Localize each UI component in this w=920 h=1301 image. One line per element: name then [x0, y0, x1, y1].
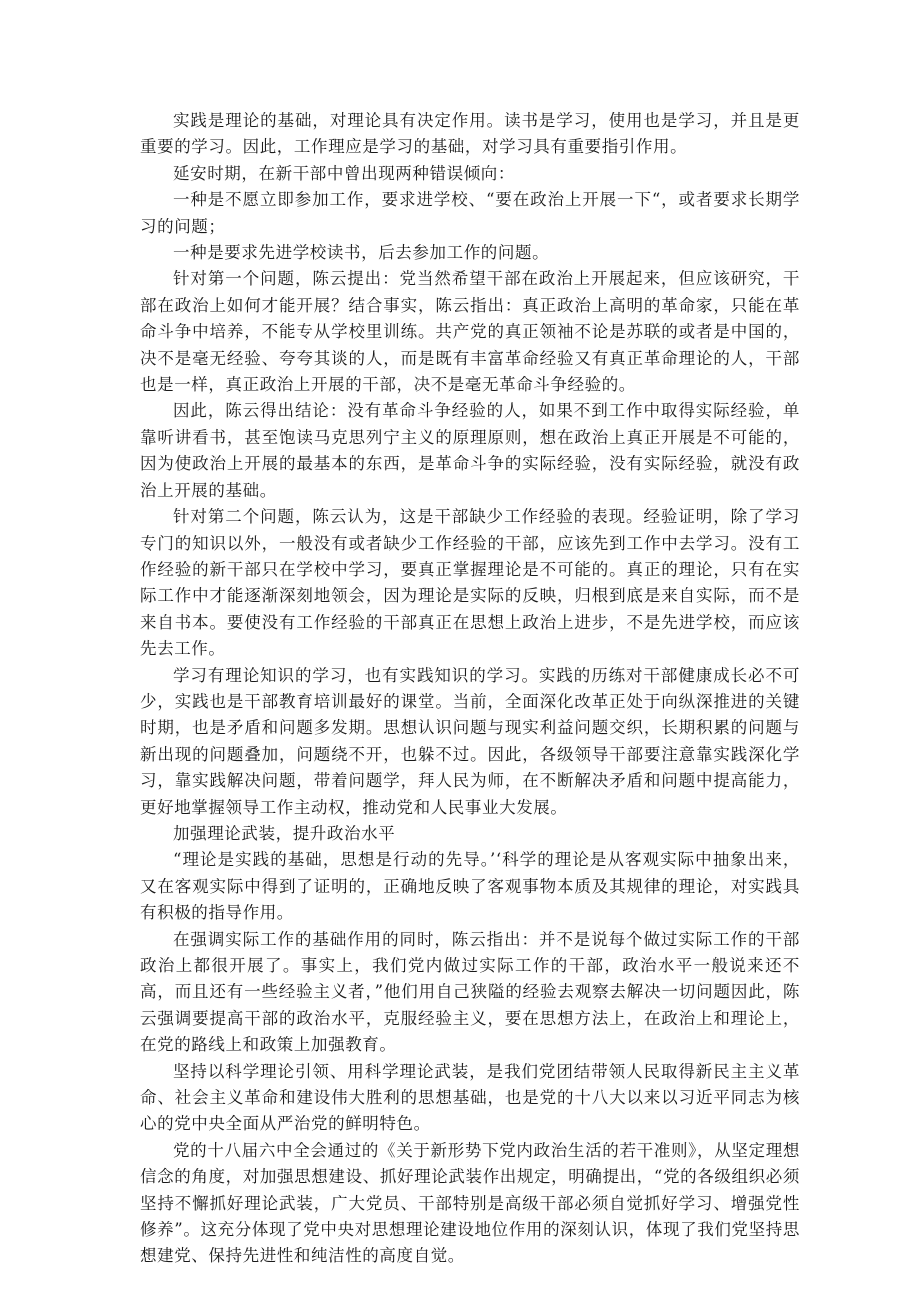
paragraph-yanan-period: 延安时期，在新干部中曾出现两种错误倾向： [173, 163, 515, 183]
paragraph-practical-learning: 学习有理论知识的学习，也有实践知识的学习。实践的历练对干部健康成长必不可少，实践也是干部教育培训最好的课堂。当前，全面深化改革正处于向纵深推进的关键时期，也是矛盾和问题多发期。思想认识问题与现实利益问题交织，长期积累的问题与新出现的问题叠加，问题绕不开，也躲不过。因此，各级领导干部要注意靠实践深化学习，靠实践解决问题，带着问题学，拜人民为师，在不断解决矛盾和问题中提高能力，更好地掌握领导工作主动权，推动党和人民事业大发展。 [140, 665, 800, 817]
paragraph-practice-basis: 实践是理论的基础，对理论具有决定作用。读书是学习，使用也是学习，并且是更重要的学习。因此，工作理应是学习的基础，对学习具有重要指引作用。 [140, 111, 800, 157]
paragraph-sixth-plenum: 党的十八届六中全会通过的《关于新形势下党内政治生活的若干准则》，从坚定理想信念的角度，对加强思想建设、抓好理论武装作出规定，明确提出，“党的各级组织必须坚持不懈抓好理论武装，广大党员、干部特别是高级干部必须自觉抓好学习、增强党性修养”。这充分体现了党中央对思想理论建设地位作用的深刻认识，体现了我们党坚持思想建党、保持先进性和纯洁性的高度自觉。 [140, 1140, 800, 1266]
paragraph-political-level: 在强调实际工作的基础作用的同时，陈云指出：并不是说每个做过实际工作的干部政治上都很开展了。事实上，我们党内做过实际工作的干部，政治水平一般说来还不高，而且还有一些经验主义者，”他们用自己狭隘的经验去观察去解决一切问题因此，陈云强调要提高干部的政治水平，克服经验主义，要在思想方法上，在政治上和理论上，在党的路线上和政策上加强教育。 [140, 929, 800, 1055]
paragraph-conclusion: 因此，陈云得出结论：没有革命斗争经验的人，如果不到工作中取得实际经验，单靠听讲看书，甚至饱读马克思列宁主义的原理原则，想在政治上真正开展是不可能的，因为使政治上开展的最基本的东西，是革命斗争的实际经验，没有实际经验，就没有政治上开展的基础。 [140, 401, 800, 500]
paragraph-scientific-theory: 坚持以科学理论引领、用科学理论武装，是我们党团结带领人民取得新民主主义革命、社会主义革命和建设伟大胜利的思想基础，也是党的十八大以来以习近平同志为核心的党中央全面从严治党的鲜明特色。 [140, 1061, 800, 1134]
paragraph-second-problem: 针对第二个问题，陈云认为，这是干部缺少工作经验的表现。经验证明，除了学习专门的知识以外，一般没有或者缺少工作经验的干部，应该先到工作中去学习。没有工作经验的新干部只在学校中学习，要真正掌握理论是不可能的。真正的理论，只有在实际工作中才能逐渐深刻地领会，因为理论是实际的反映，归根到底是来自实际，而不是来自书本。要使没有工作经验的干部真正在思想上政治上进步，不是先进学校，而应该先去工作。 [140, 507, 800, 659]
paragraph-first-problem: 针对第一个问题，陈云提出：党当然希望干部在政治上开展起来，但应该研究，干部在政治上如何才能开展？结合事实，陈云指出：真正政治上高明的革命家，只能在革命斗争中培养，不能专从学校里训练。共产党的真正领袖不论是苏联的或者是中国的，决不是毫无经验、夸夸其谈的人，而是既有丰富革命经验又有真正革命理论的人，干部也是一样，真正政治上开展的干部，决不是毫无革命斗争经验的。 [140, 269, 800, 395]
document-body [140, 108, 800, 1270]
section-heading-theory: 加强理论武装，提升政治水平 [173, 823, 396, 843]
paragraph-tendency-two: 一种是要求先进学校读书，后去参加工作的问题。 [173, 243, 550, 263]
paragraph-tendency-one: 一种是不愿立即参加工作，要求进学校、“要在政治上开展一下“，或者要求长期学习的问题； [140, 190, 800, 236]
paragraph-theory-quote: “理论是实践的基础，思想是行动的先导。’‘科学的理论是从客观实际中抽象出来，又在客观实际中得到了证明的，正确地反映了客观事物本质及其规律的理论，对实践具有积极的指导作用。 [140, 850, 800, 923]
